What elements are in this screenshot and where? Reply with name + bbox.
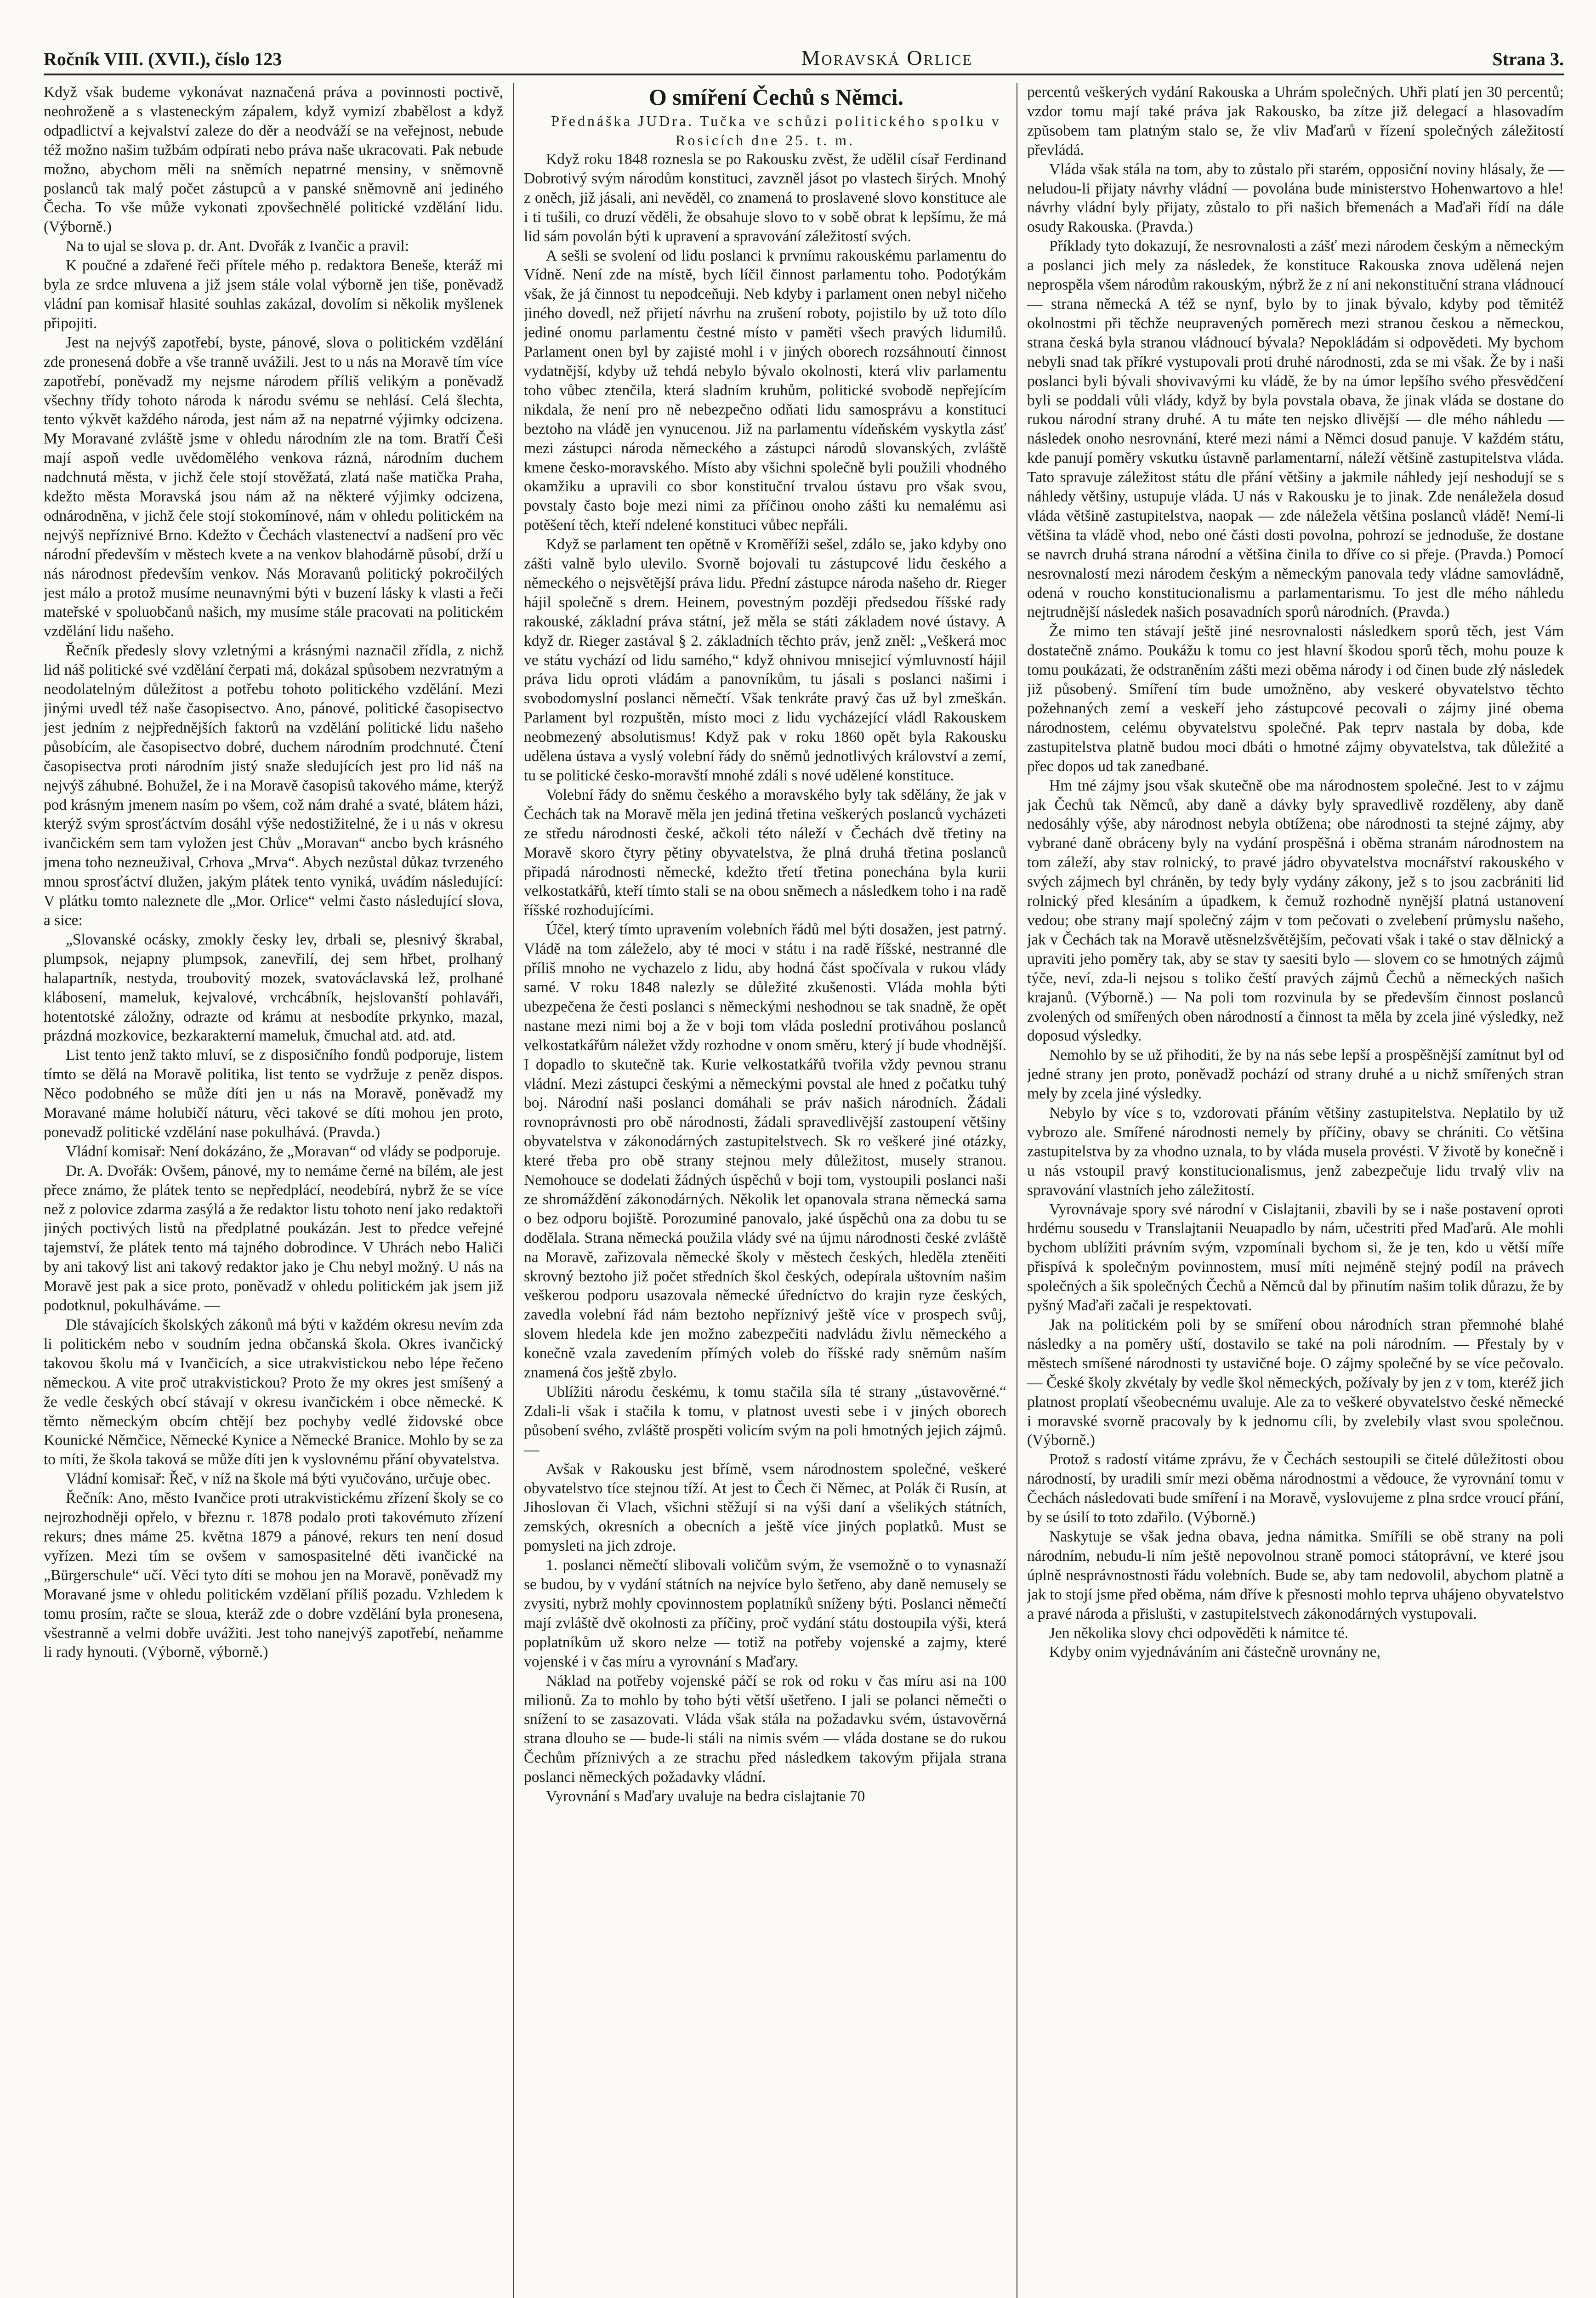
issue-info: Ročník VIII. (XVII.), číslo 123 — [44, 49, 282, 69]
paragraph: Když roku 1848 roznesla se po Rakousku zvěst, že udělil císař Ferdinand Dobrotivý svým národům konstituci, zavzněl jásot po vlastech širých. Mnohý z oněch, již jásali, ani nevěděl, co znamená to proslavené slovo konstituce ale i ti tušili, co druzí věděli, že obsahuje slovo to v sobě obrat k lepšímu, že má lid sám povolán býti k upravení a spravování záležitostí svých. — [524, 151, 1006, 245]
masthead: Moravská Orlice — [801, 46, 973, 69]
paragraph: Protož s radostí vitáme zprávu, že v Čechách sestoupili se čitelé důležitosti obou národností, by uradili smír mezi oběma národnostmi a vědouce, že vyrovnání tomu v Čechách následovati bude smíření i na Moravě, vyslovujeme z plna srdce vroucí přání, by se úsilí to toto zdařilo. (Výborně.) — [1027, 1451, 1564, 1526]
page-header — [44, 33, 1564, 70]
paragraph: Volební řády do sněmu českého a moravského byly tak sdělány, že jak v Čechách tak na Moravě měla jen jediná třetina veškerých poslanců vycházeti ze středu národnosti české, ačkoli této náleží v Čechách dvě třetiny na Moravě skoro čtyry pětiny obyvatelstva, že plná druhá třetina poslanců připadá národnosti německé, kdežto třetí třetina ponechána byla kurii velkostatkářů, kteří tímto stali se na obou sněmech a následkem toho i na radě říšské rozhodujícími. — [524, 786, 1006, 919]
paragraph: K poučné a zdařené řeči přítele mého p. redaktora Beneše, kteráž mi byla ze srdce mluvena a již jsem stále volal výborně jen tiše, poněvadž vládní pan komisař hlasité souhlas zakázal, dovolím si několik myšlenek připojiti. — [44, 257, 503, 332]
paragraph: Jest na nejvýš zapotřebí, byste, pánové, slova o politickém vzdělání zde pronesená dobře a vše tranně uvážili. Jest to u nás na Moravě tím více zapotřebí, poněvadž my nejsme národem příliš velikým a poněvadž všechny třídy tohoto národa k národu svému se nehlásí. Celá šlechta, tento výkvět každého národa, jest nám až na nepatrné výjimky odcizena. My Moravané zvláště jsme v ohledu národním zle na tom. Bratří Češi mají aspoň vedle uvědomělého venkova rázná, národním duchem nadchnutá města, v jichž čele stojí stověžatá, zlatá naše matička Praha, kdežto města Moravská jsou nám až na některé výjimky odcizena, odnárodněna, v jichž čele stojí stokomínové, nám v ohledu politickém na nejvýš nepříznivé Brno. Kdežto v Čechách vlastenectví a nadšení pro věc národní především v městech kvete a na venkov blahodárně působí, drží u nás národnost především venkov. Nás Moravanů politický pokročilých jest málo a protož musíme neunavnými býti v buzení lásky k vlasti a řeči mateřské v spoluobčanů našich, my musíme stále pracovati na politickém vzdělání lidu našeho. — [44, 334, 503, 640]
paragraph: „Slovanské ocásky, zmokly česky lev, drbali se, plesnivý škrabal, plumpsok, nejapny plumpsok, zanevřilí, dej sem hřbet, prolhaný halapartník, nestyda, troubovitý mozek, svatováclavská lež, prolhané klábosení, mameluk, kejvalové, vrchcábník, hejslovanští pohlaváři, hotentotské záložny, odrazte od krámu at nesbodíte prkynko, mazal, prázdná mozkovice, bezkarakterní mameluk, čmuchal atd. atd. atd. — [44, 931, 503, 1045]
paragraph: List tento jenž takto mluví, se z disposičního fondů podporuje, listem tímto se dělá na Moravě politika, list tento se vydržuje z peněz dispos. Něco podobného se může díti jen u nás na Moravě, poněvadž my Moravané máme holubičí náturu, věci takové se díti mohou jen proto, ponevadž politické vzdělání nase pokulhává. (Pravda.) — [44, 1047, 503, 1141]
paragraph: Dr. A. Dvořák: Ovšem, pánové, my to nemáme černé na bílém, ale jest přece známo, že plátek tento se nepředplácí, neodebírá, nybrž že se více než z polovice zdarma zasýlá a že redaktor listu tohoto není jako redaktoři jiných poctivých listů na předplatné poukázán. Jest to předce veřejné tajemství, že plátek tento má tajného dobrodince. V Uhrách nebo Haliči by ani takový list ani takový redaktor jako je Chu nebyl možný. U nás na Moravě jest pak a sice proto, poněvadž v ohledu politickém jak jsem již podotknul, pokulháváme. — — [44, 1162, 503, 1314]
paragraph: Řečník: Ano, město Ivančice proti utrakvistickému zřízení školy se co nejrozhodněji opřelo, v březnu r. 1878 podalo proti takovémuto zřízení rekurs; dnes máme 25. května 1879 a pánové, rekurs ten není dosud vyřízen. Mezi tím se ovšem v samospasitelné děti ivančické na „Bürgerschule“ učí. Věci tyto díti se mohou jen na Moravě, poněvadž my Moravané jsme v ohledu politickém vzdělaní příliš pozadu. Vzhledem k tomu prosím, račte se sloua, kteráž zde o dobre vzdělání byla pronesena, všestranně a velmi dobře uvážiti. Jest toho nanejvýš zapotřebí, neňamme li rady hynouti. (Výborně, výborně.) — [44, 1490, 503, 1661]
paragraph: Vládní komisař: Řeč, v níž na škole má býti vyučováno, určuje obec. — [66, 1470, 491, 1488]
column-2 — [524, 83, 1006, 2298]
paragraph: Na to ujal se slova p. dr. Ant. Dvořák z Ivančic a pravil: — [66, 238, 409, 255]
paragraph: Ublížiti národu českému, k tomu stačila síla té strany „ústavověrné.“ Zdali-li však i stačila k tomu, v platnost uvesti sebe i v jiných oborech působení svého, zvláště prospěti volicím svým na poli hmotných jejich zájmů. — — [524, 1383, 1006, 1458]
paragraph: Náklad na potřeby vojenské páčí se rok od roku v čas míru asi na 100 milionů. Za to mohlo by toho býti větší ušetřeno. I jali se polanci němečti o snížení to se zasazovati. Vláda však stála na požadavku svém, ústavověrná strana dlouho se — bude-li stáli na nimis svém — vláda dostane se do rukou Čechům příznivých a ze strachu před následkem takovým přijala strana poslanci německých požadavky vládní. — [524, 1672, 1006, 1786]
paragraph: Vyrovnání s Maďary uvaluje na bedra cislajtanie 70 — [546, 1788, 865, 1805]
paragraph: Účel, který tímto upravením volebních řádů mel býti dosažen, jest patrný. Vládě na tom záleželo, aby té moci v státu i na radě říšské, nestranné dle příliš mnoho ne vychazelo z lidu, aby hodná část spočívala v rukou vlády samé. V roku 1848 nalezly se důležité zkušenosti. Vláda mohla býti ubezpečena že česti poslanci s německými neshodnou se tak snadně, že opět nastane mezi nimi boj a že v boji tom vláda poslední protiváhou poslanců velkostatkářům náležet vždy rozhodne v onom směru, který jí bude vhodnější. I dopadlo to skutečně tak. Kurie velkostatkářů tvořila vždy pevnou stranu vládní. Mezi zástupci českými a německými povstal ale hned z počatku tuhý boj. Národní naši poslanci domáhali se práv našich národních. Žádali rovnoprávnosti pro obě národnosti, žádali spravedlivější zastoupení většiny obyvatelstva v zákonodárných zastupitelstvech. Sk ro veškeré jiné otázky, které třeba pro obě strany stejnou mely důležitost, musely stranou. Nemohouce se dodelati žádných úspěchů v boji tom, vystoupili poslanci naši ze shromáždění zákonodárných. Několik let opanovala strana německá sama o bez odporu bojiště. Porozuminé panovalo, jaké úspěchů ona za dobu tu se dodělala. Strana německá použila vlády své na újmu národnosti české zvláště na Moravě, zařizovala německé školy v městech českých, hleděla zteněiti skrovný beztoho již počet středních škol českých, odepírala uštovním našim veškerou podporu usazovala německé úředníctvo do krajin ryze českých, zavedla volební řád nám beztoho nepříznivý ještě více v prospech svůj, slovem hledela kde jen možno zabezpečiti nadvládu živlu německého a konečně vzala zavedením přímých voleb do říšské rady sněmům naším znamená čos ještě zbylo. — [524, 921, 1006, 1382]
column-1 — [44, 83, 503, 2298]
paragraph: Vládní komisař: Není dokázáno, že „Moravan“ od vlády se podporuje. — [66, 1143, 501, 1160]
paragraph: A sešli se svolení od lidu poslanci k prvnímu rakouskému parlamentu do Vídně. Není zde na místě, bych líčil činnost parlamentu toho. Podotýkám však, že já činnost tu nepodceňuji. Neb kdyby i parlament onen nebyl ničeho jiného dovedl, než přijetí návrhu na zrušení roboty, pojistilo by už toto dílo jediné onomu parlamentu čestné místo v paměti všech pravých lidumilů. Parlament onen byl by zajisté mohl i v jiných oborech rozsáhnoutí činnost vydatnější, kdyby už tehdá nebylo bývalo okolnosti, která vliv parlamentu toho vůbec ztenčila, která sladním kruhům, politické svobodě nepřejícím nikdala, že není pro ně nebezpečno odňati lidu samosprávu a konstituci beztoho na vládě jen vynucenou. Již na parlamentu vídeňském vyskytla zásť mezi zástupci národa německého a zástupci národů slovanských, zvláště kmene česko-moravského. Místo aby všichni společně byli použili vhodného okamžiku a upravili co sbor konstituční trvalou ústavu pro však svou, povstaly často boje mezi nimi za příčinou onoho zášti ku nemalému asi potěšení těch, kteří ndelené konstituci vůbec nepřáli. — [524, 247, 1006, 534]
paragraph: Že mimo ten stávají ještě jiné nesrovnalosti následkem sporů těch, jest Vám dostatečně známo. Poukážu k tomu co jest hlavní škodou sporů těch, mohu pouze k tomu poukázati, že odstraněním zášti mezi oběma národy i od činen bude zlý následek již působený. Smíření tím bude umožněno, aby veskeré obyvatelstvo těchto požehnaných zemí a veskeří jeho zástupcové pecovali o zájmy jiné obema národnostem, celému obyvatelstvu společné. Pak teprv nastala by doba, kde zastupitelstva platně budou moci dbáti o hmotné zájmy obyvatelstva, tak důležité a přec dopos ud tak zanedbané. — [1027, 623, 1564, 775]
paragraph: Nemohlo by se už přihoditi, že by na nás sebe lepší a prospěšnější zamítnut byl od jedné strany jen proto, poněvadž pochází od strany druhé a u nichž smířených stran mely by zcela jiné výsledky. — [1027, 1047, 1564, 1103]
paragraph: 1. poslanci němečtí slibovali voličům svým, že vsemožně o to vynasnaží se budou, by v vydání státních na nejvíce bylo šetřeno, aby daně nemusely se zvysiti, nybrž mohly cpovinnostem poplatníků sníženy býti. Poslanci němečtí mají zvláště dvě okolnosti za příčiny, proč vydání státu dostoupila výši, která poplatníkům už skoro nelze — totiž na potřeby vojenské a zajmy, které vojenské i v čas míru a vyrovnání s Maďary. — [524, 1557, 1006, 1670]
paragraph: Příklady tyto dokazují, že nesrovnalosti a zášť mezi národem českým a německým a poslanci jich mely za následek, že konstituce Rakouska znova udělená nejen neprospěla všem národům rakouským, nýbrž že z ní ani nekonstituční strana vládnoucí — strana německá A též se nynf, bylo by to jinak bývalo, kdyby pod těmitéž okolnostmi při těchže neupravených poměrech mezi stranou českou a německou, strana česká byla stranou vládnoucí bývala? Nepokládám si odpovědeti. My bychom nebyli snad tak příkré vystupovali proti druhé národnosti, zda se mi však. Že by i naši poslanci byli bývali shovivavými ku vládě, že by na úmor lepšího svého přesvědčení byli se poddali vůli vlády, když by byla povstala obava, že jinak vláda se dostane do rukou národní strany druhé. A tu máte ten nejsko dlivější — dle mého náhledu — následek onoho nesrovnání, které mezi námi a Němci dosud panuje. V každém státu, kde panují poměry vskutku ústavně parlamentarní, náleží většině zastupitelstva vláda. Tato spravuje záležitost státu dle přání většiny a jakmile náhledy její neshodují se s náhledy většiny, ustupuje vláda. U nás v Rakousku je to jinak. Zde nenáležela dosud vláda většině zastupitelstva, naopak — zde náležela většina poslanců vládě! Nemí-li většina ta vládě vhod, nebo oné části dosti povolna, pohrozí se jednoduše, že dostane se navrch druhá strana národní a většina činila to dříve co si přeje. (Pravda.) Pomocí nesrovnalostí mezi národem českým a německým panovala tedy vládne samovládně, odená v roucho konstitucionalismu a parlamentarismu. To jest dle mého náhledu nejtrudnější následek našich posavadních sporů národních. (Pravda.) — [1027, 238, 1564, 621]
paragraph: Hm tné zájmy jsou však skutečně obe ma národnostem společné. Jest to v zájmu jak Čechů tak Němců, aby daně a dávky byly spravedlivě rozděleny, aby daně nedosáhly výše, aby národnost nebyla obtížena; obe národnosti ta stejné zájmy, aby vybrané daně obráceny byly na vydání prospěšná i oběma stranám národnostem na tom záleží, aby stav rolnický, to pravé jádro obyvatelstva mocnářství rakouského v svých zájmech byl chráněn, by tedy byly vydány zákony, jež s to jsou zacbrániti lid rolnický před klesáním a úpadkem, k čemuž rozhodně nynější platná ustanovení vedou; obe strany mají společný zájm v tom pečovati o zvelebení průmyslu našeho, jak v Čechách tak na Moravě utěsnelzšvětějším, pečovati však i také o stav dělnický a upraviti jeho poměry tak, aby se stav ty saesiti bylo — slovem co se hmotných zájmů týče, neví, zda-li nejsou s toliko čeští pravých zájmů Čechů a německých našich krajanů. (Výborně.) — Na poli tom rozvinula by se především činnost poslanců zvolených od smířených oben národností a činnost ta měla by zcela jiné výsledky, než doposud výsledky. — [1027, 777, 1564, 1045]
paragraph: Jen několika slovy chci odpověděti k námitce té. — [1049, 1624, 1349, 1642]
header-rule — [44, 74, 1564, 75]
article-subtitle: Přednáška JUDra. Tučka ve schůzi politického spolku v Rosicích dne 25. t. m. — [551, 113, 1001, 148]
paragraph: Naskytuje se však jedna obava, jedna námitka. Smíříli se obě strany na poli národním, nebudu-li ním ještě nepovolnou straně pomoci státoprávní, ve které jsou úplně nesprávnostnosti řádu volebních. Bude se, aby tam nedovolil, abychom platně a jak to stojí jsme před oběma, nám dříve k přesnosti mohlo teprva uhájeno obyvatelstvo a pravé národa a přislušti, v zastupitelstvech zákonodárných vystupovali. — [1027, 1528, 1564, 1622]
paragraph: Když se parlament ten opětně v Kroměříži sešel, zdálo se, jako kdyby ono zášti valně bylo ulevilo. Svorně bojovali tu zástupcové lidu českého a německého o nejsvětější práva lidu. Přední zástupce národa našeho dr. Rieger hájil společně s drem. Heinem, povestným později předsedou říšské rady rakouské, základní práva státní, jež měla se státi základem nové ústavy. A když dr. Rieger zastával § 2. základních těchto práv, jenž zněl: „Veškerá moc ve státu vychází od lidu samého,“ když ohnivou mnisejicí výmluvností hájil práva lidu oproti vládám a panovníkům, tu jásali s poslanci našimi i svobodomyslní poslanci němečtí. Však tenkráte pravý čas už byl zmeškán. Parlament byl rozpuštěn, místo moci z lidu vycházející vládl Rakouskem neobmezený absolutismus! Když pak v roku 1860 opět byla Rakousku udělena ústava a vyslý volební řády do sněmů jednotlivých království a zemí, tu se politické česko-moravští mnohé zdáli s nové udělené konstituce. — [524, 536, 1006, 784]
paragraph: Řečník předesly slovy vzletnými a krásnými naznačil zřídla, z nichž lid náš politické své vzdělání čerpati má, dokázal spůsobem nezvratným a neodolatelným důležitost a potřebu tohoto politického vzdělání. Mezi jinými uvedl též naše časopisectvo. Ano, pánové, politické časopisectvo jest jedním z nejpřednějších faktorů na vzdělání politické lidu našeho působícím, ale časopisectvo dobré, duchem národním prodchnuté. Čtení časopisectva proti národním jistý snaže sledujících jest pro lid náš na nejvýš záhubné. Bohužel, že i na Moravě časopisů takového máme, kterýž pod krásným jmenem nasím po všem, což nám drahé a svaté, blátem házi, kterýž svým sprosťáctvím dosáhl výše nedostižitelné, že i u nás v okresu ivančickém sem tam vyložen jest Chův „Moravan“ ancbo bych krásného jmena toho nezneužival, Crhova „Mrva“. Abych nezůstal důkaz tvrzeného mnou sprosťáctví dlužen, jakým plátek tento vyniká, uvádím následující: V plátku tomto naleznete dle „Mor. Orlice“ velmi často následující slova, a sice: — [44, 642, 503, 929]
column-3 — [1027, 83, 1564, 2298]
paragraph: Jak na politickém poli by se smíření obou národních stran přemnohé blahé následky a na poměry uští, dostavilo se také na poli národním. — Přestaly by v městech smíšené národnosti ty ustavičné boje. O zájmy společné by se více pečovalo. — České školy zkvétaly by vedle škol německých, požívaly by jen z v tom, kteréž jich platnost proplatí všeobecnému uvaluje. Ale za to veškeré obyvatelstvo české německé i moravské svorně pracovaly by k jednomu cíli, by zvelebily vlast svou společnou. (Výborně.) — [1027, 1316, 1564, 1449]
paragraph: Nebylo by více s to, vzdorovati přáním většiny zastupitelstva. Neplatilo by už vybrozo ale. Smířené národnosti nemely by příčiny, obavy se chrániti. Co většina zastupitelstva by za vhodno uznala, to by vláda musela provésti. V životě by konečně i u nás vstoupil pravý konstitucionalismus, jenž zabezpečuje lidu trvalý vliv na spravování vlastních jeho záležitostí. — [1027, 1104, 1564, 1199]
column-divider — [513, 83, 514, 2298]
paragraph: Dle stávajících školských zákonů má býti v každém okresu nevím zda li politickém nebo v soudním jedna občanská škola. Okres ivančický takovou školu má v Ivančicích, a sice utrakvistickou nebo lépe řečeno německou. A vite proč utrakvistickou? Proto že my okres jest smíšený a že vedle českých obcí stávají v okresu ivančickém i obce německé. K těmto německým obcím chtějí bez pochyby vedlé židovské obce Kounické Němčice, Německé Kynice a Německé Branice. Mohlo by se za to míti, že škola taková se může díti jen k vyslovnému přání obyvatelstva. — [44, 1316, 503, 1468]
paragraph: Kdyby onim vyjednáváním ani částečně urovnány ne, — [1049, 1644, 1380, 1661]
article-title: O smíření Čechů s Němci. — [648, 84, 904, 110]
paragraph: percentů veškerých vydání Rakouska a Uhrám společných. Uhři platí jen 30 percentů; vzdor tomu mají také práva jak Rakousko, ba zítze již delegací a hlasovadím zpŭsobem tam platným stalo se, že vliv Maďarů v řízení společných záležitostí převládá. — [1027, 84, 1564, 159]
paragraph: Vyrovnávaje spory své národní v Cislajtanii, zbavili by se i naše postavení oproti hrdému sousedu v Translajtanii Neuapadlo by nám, učestriti před Maďarů. Ale mohli bychom ublížiti právním svým, vzpomínali bychom si, že je ten, kdo u větší míře přispívá k společným povinnostem, musí míti nejméně stejný podíl na právech společných a šik společných Čechů a Němců dal by přinutím našim tolik důrazu, že by pyšný Maďaři začali je respektovati. — [1027, 1200, 1564, 1314]
paragraph: Vláda však stála na tom, aby to zůstalo při starém, opposiční noviny hlásaly, že — neludou-li přijaty návrhy vládní — povolána bude ministerstvo Hohenwartovo a hle! návrhy vládní byly přijaty, zůstalo to při našich břemenách a Maďaři řídí na dále osudy Rakouska. (Pravda.) — [1027, 160, 1564, 236]
paragraph: Když však budeme vykonávat naznačená práva a povinnosti poctivě, neohroženě a s vlasteneckým zápalem, když vymizí zbabělost a když odpadlictví a kejvalství zaleze do děr a neodváží se na veřejnost, nebude též možno našim tužbám odpírati nebo práva naše ukracovati. Pak nebude možno, abychom měli na sněmích nepatrné mensiny, v sněmovně poslanců tak malý počet zástupců a v panské sněmovně ani jediného Čecha. To vše může vykonati zpovšechnělé politické vzdělání lidu. (Výborně.) — [44, 84, 503, 236]
paragraph: Avšak v Rakousku jest břímě, vsem národnostem společné, veškeré obyvatelstvo tíce stejnou tíží. At jest to Čech či Němec, at Polák či Rusín, at Jihoslovan či Vlach, všichni stěžují si na výši daní a všelikých státních, zemských, okresních a obecních a ještě více jiných poplatků. Must se pomysleti na jich zdroje. — [524, 1460, 1006, 1555]
page-number: Strana 3. — [1492, 49, 1564, 69]
